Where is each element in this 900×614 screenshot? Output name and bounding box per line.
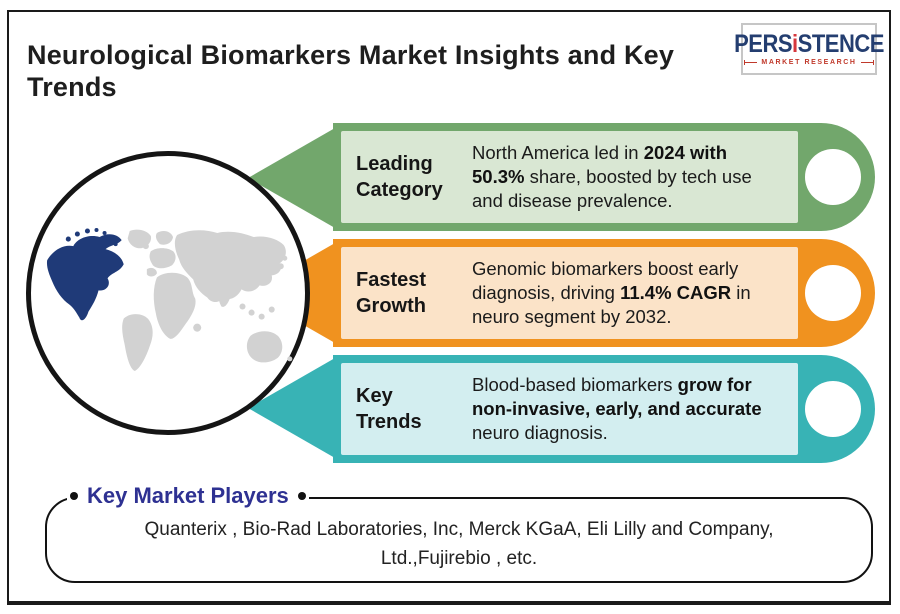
brand-accent-letter: i <box>792 28 798 57</box>
rule-right <box>861 62 874 63</box>
brand-logo <box>734 23 884 75</box>
ribbon-end-circle <box>805 265 861 321</box>
world-landmass <box>122 230 292 371</box>
ribbon-description: North America led in 2024 with 50.3% share, boosted by tech use and disease prevalence. <box>472 141 752 212</box>
north-america-highlight <box>47 228 124 320</box>
page-title: Neurological Biomarkers Market Insights and Key Trends <box>27 40 675 102</box>
ribbon-end-circle <box>805 149 861 205</box>
brand-wordmark: PERSiSTENCE <box>734 28 884 57</box>
players-line: Ltd.,Fujirebio , etc. <box>380 547 538 569</box>
ribbon-body <box>341 363 798 455</box>
key-players-list <box>47 516 871 573</box>
ribbon-body <box>341 131 798 223</box>
brand-subtitle: MARKET RESEARCH <box>744 59 873 66</box>
ribbon-end-circle <box>805 381 861 437</box>
world-map <box>43 228 295 374</box>
ribbon-key-trends <box>333 355 875 463</box>
rule-left <box>744 62 757 63</box>
ribbon-leading-category <box>333 123 875 231</box>
world-map-circle <box>26 151 310 435</box>
key-players-panel <box>45 483 873 583</box>
key-players-title: Key Market Players <box>67 483 309 509</box>
ribbon-label: Leading Category <box>356 153 443 201</box>
ribbon-label: Fastest Growth <box>356 269 427 317</box>
ribbon-body <box>341 247 798 339</box>
bullet-dot-right <box>298 492 306 500</box>
ribbon-description: Blood-based biomarkers grow for non-invasive, early, and accurate neuro diagnosis. <box>472 373 762 444</box>
players-line: Quanterix , Bio-Rad Laboratories, Inc, Merck KGaA, Eli Lilly and Company, <box>144 519 774 541</box>
ribbon-fastest-growth <box>333 239 875 347</box>
ribbon-label: Key Trends <box>356 385 422 433</box>
bullet-dot-left <box>70 492 78 500</box>
ribbon-description: Genomic biomarkers boost early diagnosis, driving 11.4% CAGR in neuro segment by 2032. <box>472 257 751 328</box>
